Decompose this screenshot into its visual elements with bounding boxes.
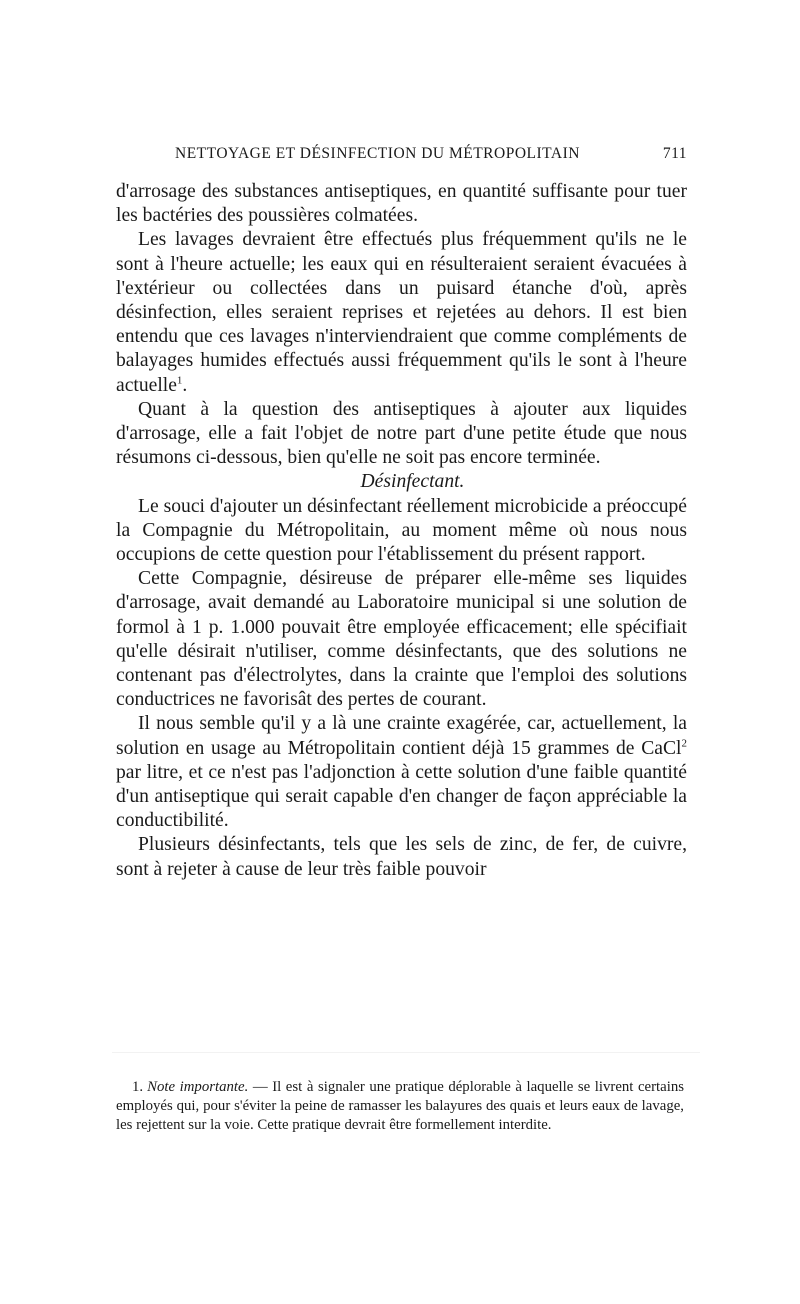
- paragraph: Le souci d'ajouter un désinfectant réellement microbicide a préoccupé la Compagnie du Métropolitain, au moment même où nous nous occupions de cette question pour l'établissement du présent rapport.: [116, 495, 687, 566]
- running-title: NETTOYAGE ET DÉSINFECTION DU MÉTROPOLITAIN: [175, 145, 580, 162]
- paragraph: Plusieurs désinfectants, tels que les sels de zinc, de fer, de cuivre, sont à rejeter à cause de leur très faible pouvoir: [116, 834, 687, 880]
- paragraph-text: Il nous semble qu'il y a là une crainte exagérée, car, actuellement, la solution en usage au Métropolitain contient déjà 15 grammes de CaCl: [116, 713, 687, 759]
- paragraph: d'arrosage des substances antiseptiques, en quantité suffisante pour tuer les bactéries des poussières colmatées.: [116, 181, 687, 227]
- running-header: [175, 143, 687, 169]
- formula-superscript: 2: [681, 737, 687, 750]
- footnote: [116, 1078, 684, 1135]
- footnote-title: Note importante.: [147, 1079, 249, 1095]
- body-text: [116, 180, 687, 882]
- paragraph: [116, 712, 687, 833]
- footnote-ref: 1: [176, 374, 183, 387]
- paragraph: Cette Compagnie, désireuse de préparer elle-même ses liquides d'arrosage, avait demandé au Laboratoire municipal si une solution de formol à 1 p. 1.000 pouvait être employée efficacement; elle spécifiait qu'elle désirait n'utiliser, comme désinfectants, que des solutions ne contenant pas d'électrolytes, dans la crainte que l'emploi des solutions conductrices ne favorisât des pertes de courant.: [116, 568, 687, 711]
- paragraph: Quant à la question des antiseptiques à ajouter aux liquides d'arrosage, elle a fait l'objet de notre part d'une petite étude que nous résumons ci-dessous, bien qu'elle ne soit pas encore terminée.: [116, 398, 687, 469]
- footnote-text: — Il est à signaler une pratique déplorable à laquelle se livrent certains employés qui, pour s'éviter la peine de ramasser les balayures des quais et leurs eaux de lavage, les rejettent sur la voie. Cette pratique devrait être formellement interdite.: [116, 1079, 684, 1133]
- footnote-separator: [112, 1052, 700, 1053]
- section-heading: Désinfectant.: [360, 471, 465, 493]
- page-number: 711: [662, 145, 687, 162]
- paragraph-text: par litre, et ce n'est pas l'adjonction à cette solution d'une faible quantité d'un antiseptique qui serait capable d'en changer de façon appréciable la conductibilité.: [116, 761, 687, 832]
- paragraph-text: Les lavages devraient être effectués plus fréquemment qu'ils ne le sont à l'heure actuelle; les eaux qui en résulteraient seraient évacuées à l'extérieur ou collectées dans un puisard étanche d'où, après désinfection, elles seraient reprises et rejetées au dehors. Il est bien entendu que ces lavages n'interviendraient que comme compléments de balayages humides effectués aussi fréquemment qu'ils le sont à l'heure actuelle: [116, 229, 687, 396]
- paragraph: Les lavages devraient être effectués plus fréquemment qu'ils ne le sont à l'heure actuelle; les eaux qui en résulteraient seraient évacuées à l'extérieur ou collectées dans un puisard étanche d'où, après désinfection, elles seraient reprises et rejetées au dehors. Il est bien entendu que ces lavages n'interviendraient que comme compléments de balayages humides effectués aussi fréquemment qu'ils le sont à l'heure actuelle$^1$.: [116, 229, 687, 396]
- footnote-number: 1.: [132, 1079, 144, 1095]
